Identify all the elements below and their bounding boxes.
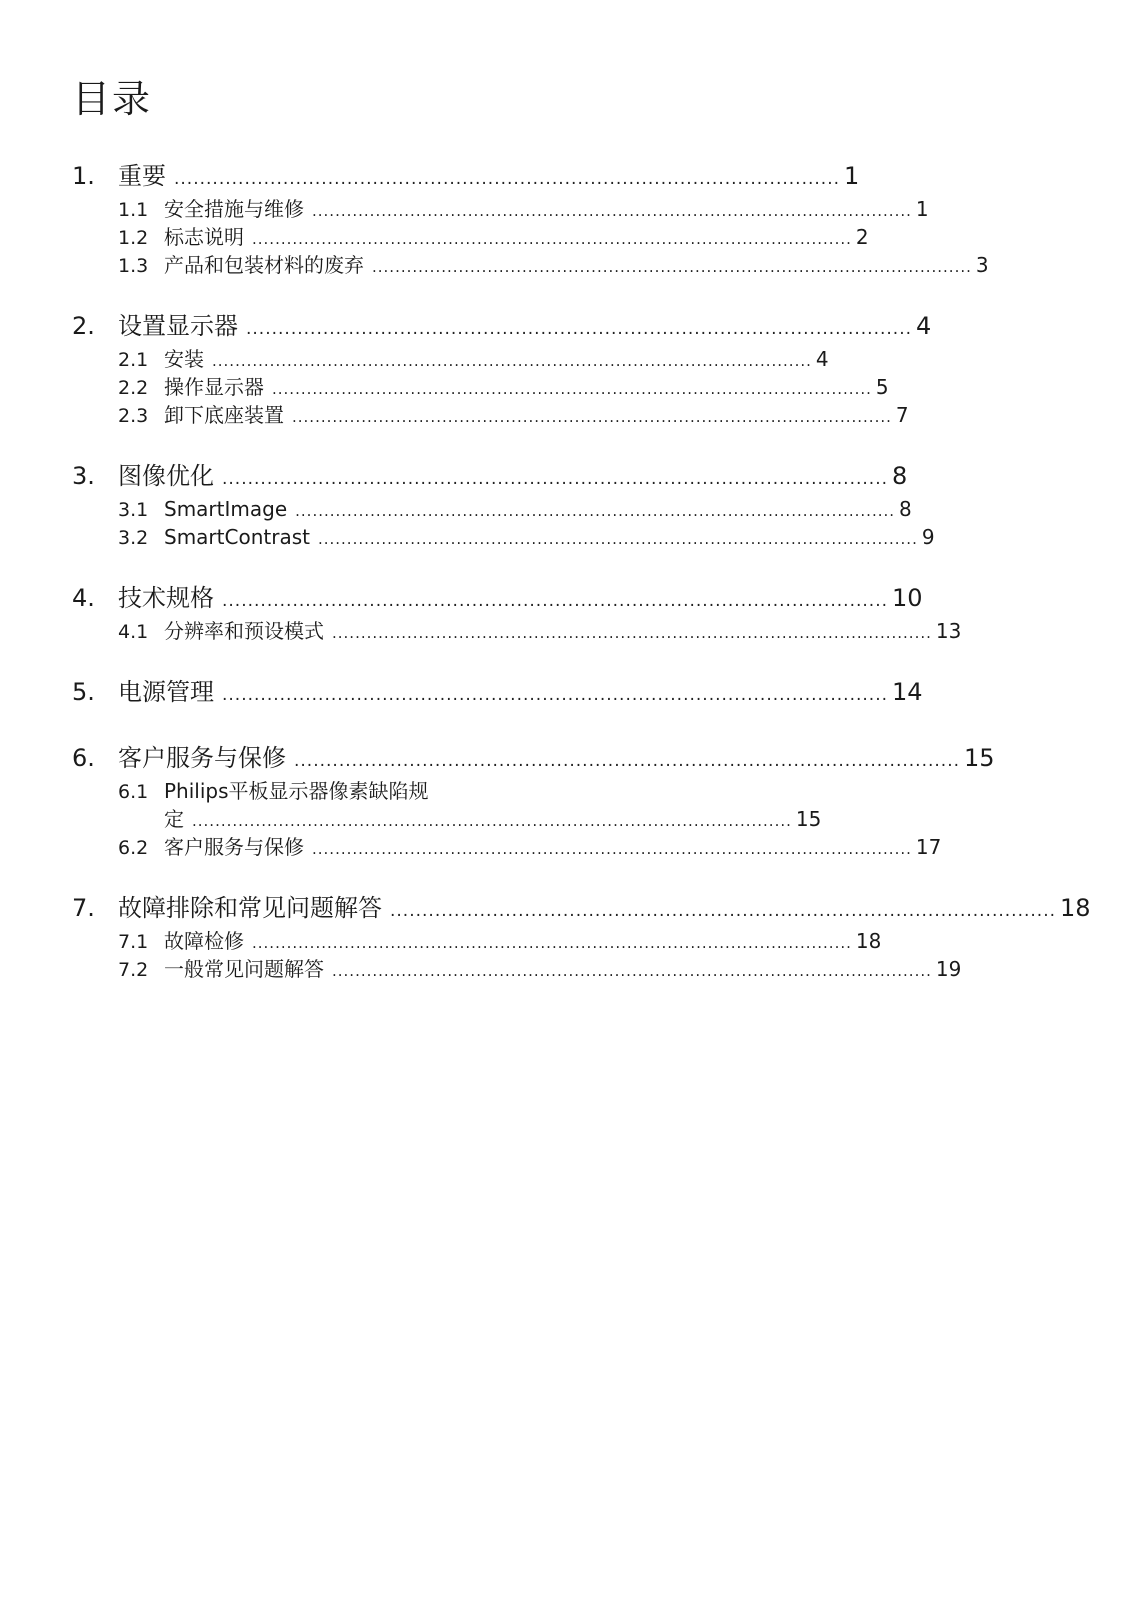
toc-entry-number: 3.	[72, 462, 95, 490]
dot-leader: ........................................................................................................	[332, 624, 932, 642]
toc-subentry-page: 18	[855, 929, 882, 953]
toc-subentry-number: 1.2	[118, 227, 149, 249]
toc-subentry-page: 19	[935, 957, 962, 981]
dot-leader: ........................................................................................................	[295, 502, 896, 520]
toc-subentry[interactable]	[72, 223, 869, 251]
toc-subentry-label: SmartImage	[164, 497, 288, 521]
dot-leader: ........................................................................................................	[272, 380, 872, 398]
toc-subentry-label: 安全措施与维修	[164, 197, 304, 221]
toc-subentry-label: 一般常见问题解答	[164, 957, 324, 981]
toc-entry[interactable]	[72, 673, 923, 711]
dot-leader: ........................................................................................................	[222, 685, 888, 705]
toc-entry-page: 8	[892, 462, 908, 490]
toc-entry[interactable]	[72, 457, 908, 495]
toc-subentry-page: 3	[975, 253, 989, 277]
toc-section-1	[72, 157, 989, 279]
dot-leader: ........................................................................................................	[317, 530, 918, 548]
table-of-contents	[72, 157, 1091, 1011]
dot-leader: ........................................................................................................	[222, 469, 888, 489]
dot-leader: ........................................................................................................	[192, 812, 792, 830]
dot-leader: ........................................................................................................	[212, 352, 812, 370]
toc-subentry[interactable]	[72, 833, 942, 861]
dot-leader: ........................................................................................................	[390, 901, 1056, 921]
toc-subentry-page: 1	[915, 197, 929, 221]
toc-subentry-label: 操作显示器	[164, 375, 264, 399]
toc-subentry-page: 7	[895, 403, 909, 427]
toc-subentry[interactable]	[72, 251, 989, 279]
toc-entry-page: 1	[844, 162, 860, 190]
toc-subentry-label: 安装	[164, 347, 204, 371]
dot-leader: ........................................................................................................	[292, 408, 892, 426]
toc-entry-page: 14	[892, 678, 923, 706]
toc-subentry-label: Philips平板显示器像素缺陷规	[164, 779, 429, 803]
toc-subentry[interactable]	[72, 495, 912, 523]
toc-entry-label: 重要	[118, 162, 166, 190]
toc-subentry-number: 3.2	[118, 527, 149, 549]
toc-subentry-number: 7.2	[118, 959, 149, 981]
toc-entry[interactable]	[72, 307, 932, 345]
toc-subentry-label: 故障检修	[164, 929, 244, 953]
toc-entry-page: 15	[964, 744, 995, 772]
toc-entry-number: 4.	[72, 584, 95, 612]
toc-entry-number: 2.	[72, 312, 95, 340]
toc-subentry[interactable]	[72, 617, 962, 645]
toc-entry-label: 图像优化	[118, 462, 214, 490]
toc-section-6	[72, 739, 995, 861]
toc-entry-page: 4	[916, 312, 932, 340]
toc-subentry[interactable]	[72, 195, 929, 223]
dot-leader: ........................................................................................................	[312, 202, 912, 220]
toc-subentry-number: 2.3	[118, 405, 149, 427]
toc-subentry[interactable]	[72, 373, 889, 401]
toc-subentry-label: SmartContrast	[164, 525, 310, 549]
toc-subentry-number: 2.1	[118, 349, 149, 371]
toc-subentry-page: 13	[935, 619, 962, 643]
toc-section-3	[72, 457, 935, 551]
dot-leader: ........................................................................................................	[252, 230, 852, 248]
toc-entry[interactable]	[72, 579, 923, 617]
toc-subentry[interactable]	[72, 777, 532, 805]
toc-subentry-number: 4.1	[118, 621, 149, 643]
toc-entry-page: 18	[1060, 894, 1091, 922]
toc-subentry-page: 8	[899, 497, 912, 521]
toc-subentry-page: 15	[795, 807, 822, 831]
toc-section-4	[72, 579, 962, 645]
toc-subentry-label-continued: 定	[164, 807, 184, 831]
toc-subentry-page: 2	[855, 225, 869, 249]
dot-leader: ........................................................................................................	[332, 962, 932, 980]
toc-entry[interactable]	[72, 889, 1091, 927]
dot-leader: ........................................................................................................	[246, 319, 912, 339]
toc-subentry[interactable]	[72, 401, 909, 429]
toc-entry-label: 技术规格	[118, 584, 214, 612]
toc-entry-number: 7.	[72, 894, 95, 922]
toc-subentry-number: 7.1	[118, 931, 149, 953]
toc-subentry-continuation[interactable]	[72, 805, 822, 833]
toc-entry-label: 故障排除和常见问题解答	[118, 894, 382, 922]
toc-entry-label: 电源管理	[118, 678, 214, 706]
toc-entry-number: 6.	[72, 744, 95, 772]
toc-entry[interactable]	[72, 157, 860, 195]
toc-subentry-page: 9	[921, 525, 935, 549]
toc-subentry-page: 17	[915, 835, 942, 859]
toc-entry-number: 5.	[72, 678, 95, 706]
toc-subentry-page: 5	[875, 375, 889, 399]
toc-subentry-label: 产品和包装材料的废弃	[164, 253, 364, 277]
toc-subentry[interactable]	[72, 955, 962, 983]
toc-section-2	[72, 307, 932, 429]
toc-subentry[interactable]	[72, 927, 882, 955]
toc-subentry-label: 标志说明	[164, 225, 244, 249]
toc-entry-number: 1.	[72, 162, 95, 190]
toc-subentry-number: 3.1	[118, 499, 149, 521]
toc-subentry-page: 4	[815, 347, 829, 371]
dot-leader: ........................................................................................................	[174, 169, 840, 189]
toc-subentry-label: 分辨率和预设模式	[164, 619, 324, 643]
toc-section-7	[72, 889, 1091, 983]
toc-subentry[interactable]	[72, 345, 829, 373]
toc-subentry-number: 6.2	[118, 837, 149, 859]
toc-entry-page: 10	[892, 584, 923, 612]
toc-entry-label: 客户服务与保修	[118, 744, 286, 772]
dot-leader: ........................................................................................................	[294, 751, 960, 771]
toc-subentry-number: 1.3	[118, 255, 149, 277]
dot-leader: ........................................................................................................	[312, 840, 912, 858]
dot-leader: ........................................................................................................	[252, 934, 852, 952]
toc-section-5	[72, 673, 923, 711]
dot-leader: ........................................................................................................	[222, 591, 888, 611]
toc-subentry-number: 1.1	[118, 199, 149, 221]
toc-entry-label: 设置显示器	[118, 312, 238, 340]
toc-subentry[interactable]	[72, 523, 935, 551]
toc-entry[interactable]	[72, 739, 995, 777]
toc-subentry-label: 卸下底座装置	[164, 403, 284, 427]
dot-leader: ........................................................................................................	[372, 258, 972, 276]
toc-subentry-label: 客户服务与保修	[164, 835, 304, 859]
toc-subentry-number: 6.1	[118, 781, 149, 803]
toc-subentry-number: 2.2	[118, 377, 149, 399]
page-title: 目录	[72, 77, 153, 121]
